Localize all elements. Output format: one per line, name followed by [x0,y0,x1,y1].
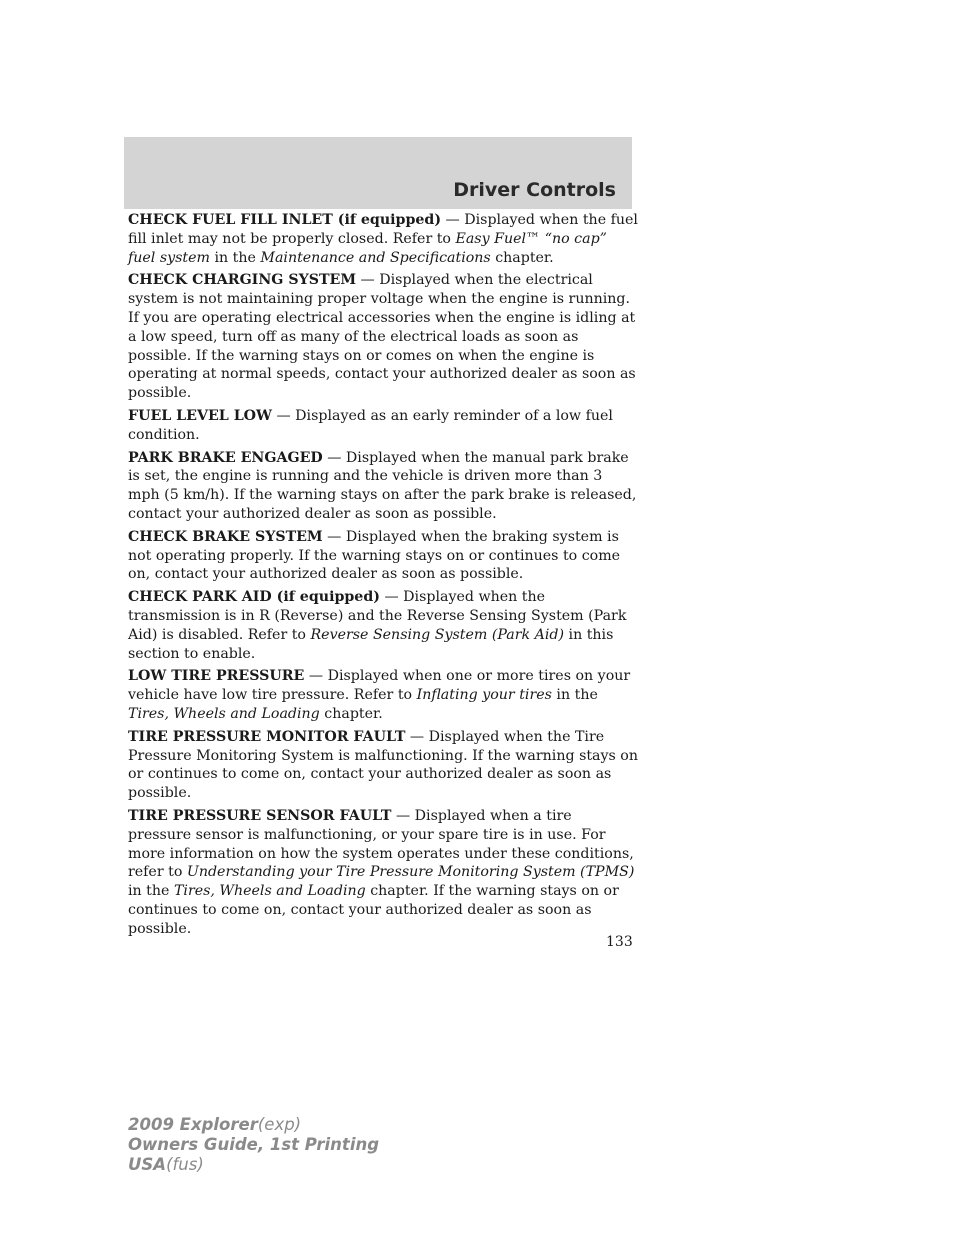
entry-text: in the [209,249,261,266]
footer-model-code: (exp) [257,1115,302,1134]
entry-reference: Reverse Sensing System (Park Aid) [310,626,565,643]
entry-tire-pressure-sensor-fault [128,807,638,939]
footer-guide: Owners Guide, 1st Printing [128,1135,380,1154]
entry-park-brake-engaged [128,449,638,524]
footer-imprint [128,1115,379,1175]
entry-reference: Understanding your Tire Pressure Monitoring System (TPMS) [186,864,635,881]
entry-text: in the [128,883,174,900]
entry-text: — Displayed when the manual park brake is set, the engine is running and the vehicle is driven more than 3 mph (5 km/h). If the warning stays on after the park brake is released, contact your authorized dealer as soon as possible. [128,449,637,522]
entry-term: CHECK CHARGING SYSTEM [128,272,357,289]
entry-text: chapter. If the warning stays on or continues to come on, contact your authorized dealer as soon as possible. [128,883,619,937]
footer-model: 2009 Explorer [128,1115,258,1134]
entry-text: — Displayed when the braking system is not operating properly. If the warning stays on or continues to come on, contact your authorized dealer as soon as possible. [128,528,621,583]
entry-reference: Easy Fuel™ “no cap” fuel system [128,230,607,266]
entry-reference: Tires, Wheels and Loading [173,883,366,900]
entry-term: CHECK PARK AID (if equipped) [128,589,380,606]
footer-market-code: (fus) [166,1155,204,1174]
entry-term: PARK BRAKE ENGAGED [128,449,323,466]
entry-low-tire-pressure [128,667,638,723]
entry-tire-pressure-monitor-fault [128,728,638,803]
entry-check-fuel-fill-inlet [128,211,638,267]
entry-reference: Tires, Wheels and Loading [128,705,320,722]
entry-text: chapter. [490,249,554,266]
entry-check-park-aid [128,588,638,663]
footer-market: USA [128,1155,167,1174]
section-header-band [124,137,632,209]
entry-text: — Displayed when the transmission is in R (Reverse) and the Reverse Sensing System (Park Aid) is disabled. Refer to [128,589,627,643]
entry-term: TIRE PRESSURE SENSOR FAULT [128,807,392,824]
entry-text: in this section to enable. [128,626,614,662]
footer-line-model [128,1115,379,1135]
entry-text: in the [551,687,598,704]
entry-check-charging-system [128,271,638,403]
entry-term: LOW TIRE PRESSURE [128,668,305,685]
entry-term: TIRE PRESSURE MONITOR FAULT [128,728,406,745]
entry-text: chapter. [319,705,383,722]
entry-text: — Displayed when the Tire Pressure Monitoring System is malfunctioning. If the warning stays on or continues to come on, contact your authorized dealer as soon as possible. [128,728,638,802]
footer-line-market [128,1155,379,1175]
entry-text: — Displayed as an early reminder of a low fuel condition. [128,407,613,443]
entry-fuel-level-low [128,407,638,445]
page-number: 133 [606,934,633,950]
entry-reference: Maintenance and Specifications [260,249,491,266]
entry-text: — Displayed when the fuel fill inlet may not be properly closed. Refer to [128,212,638,247]
page-body [128,211,638,942]
entry-check-brake-system [128,528,638,584]
entry-term: FUEL LEVEL LOW [128,407,272,424]
section-title: Driver Controls [453,179,616,201]
entry-text: — Displayed when the electrical system is not maintaining proper voltage when the engine is running. If you are operating electrical accessories when the engine is idling at a low speed, turn off as many of the electrical loads as soon as possible. If the warning stays on or comes on when the engine is operating at normal speeds, contact your authorized dealer as soon as possible. [128,272,636,402]
entry-text: — Displayed when one or more tires on your vehicle have low tire pressure. Refer to [128,668,631,704]
entry-term: CHECK BRAKE SYSTEM [128,528,323,545]
entry-term: CHECK FUEL FILL INLET (if equipped) [128,212,442,228]
entry-text: — Displayed when a tire pressure sensor is malfunctioning, or your spare tire is in use. For more information on how the system operates under these conditions, refer to [128,807,634,881]
entry-reference: Inflating your tires [416,687,552,704]
